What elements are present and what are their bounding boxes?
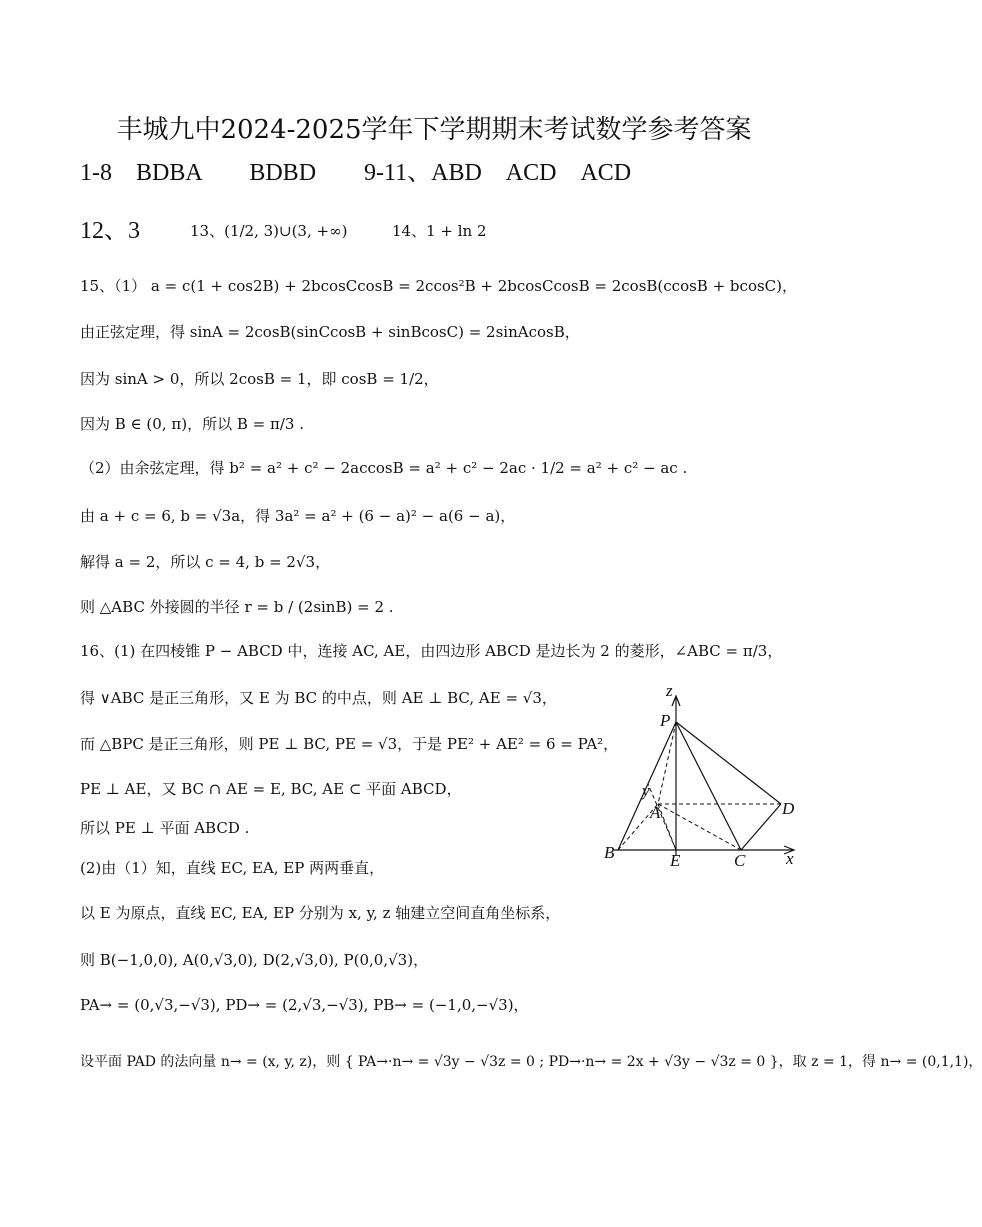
solution-line: 因为 B ∈ (0, π)，所以 B = π/3 .: [80, 415, 304, 433]
answer-14: 14、1 + ln 2: [392, 222, 487, 240]
solution-line: PA→ = (0,√3,−√3), PD→ = (2,√3,−√3), PB→ = (−1,0,−√3)，: [80, 996, 529, 1014]
edge-AC: [658, 804, 741, 850]
solution-line: 以 E 为原点，直线 EC, EA, EP 分别为 x, y, z 轴建立空间直角坐标系，: [80, 904, 561, 922]
solution-line: (2)由（1）知，直线 EC, EA, EP 两两垂直，: [80, 859, 385, 877]
solution-line: 则 △ABC 外接圆的半径 r = b / (2sinB) = 2 .: [80, 598, 394, 616]
solution-line: 16、(1) 在四棱锥 P − ABCD 中，连接 AC, AE，由四边形 ABCD 是边长为 2 的菱形，∠ABC = π/3，: [80, 642, 783, 660]
label-A: A: [650, 803, 661, 822]
label-C: C: [734, 851, 746, 870]
label-B: B: [604, 843, 615, 862]
edge-PC: [676, 722, 741, 850]
solution-line: 由 a + c = 6, b = √3a，得 3a² = a² + (6 − a)² − a(6 − a)，: [80, 507, 516, 525]
solution-line: 解得 a = 2，所以 c = 4, b = 2√3，: [80, 553, 331, 571]
edge-PA: [658, 722, 676, 804]
label-E: E: [670, 851, 681, 870]
label-P: P: [660, 711, 671, 730]
answer-12: 12、3: [80, 218, 140, 244]
answer-row-1: 1-8 BDBA BDBD 9-11、ABD ACD ACD: [80, 160, 632, 186]
answer-13: 13、(1/2, 3)∪(3, +∞): [190, 222, 348, 240]
page-title: 丰城九中2024-2025学年下学期期末考试数学参考答案: [116, 115, 752, 145]
solution-line: 由正弦定理，得 sinA = 2cosB(sinCcosB + sinBcosC) = 2sinAcosB，: [80, 323, 580, 341]
solution-line: 则 B(−1,0,0), A(0,√3,0), D(2,√3,0), P(0,0,√3)，: [80, 951, 429, 969]
solution-line: PE ⊥ AE，又 BC ∩ AE = E, BC, AE ⊂ 平面 ABCD，: [80, 780, 462, 798]
solution-line: 设平面 PAD 的法向量 n→ = (x, y, z)，则 { PA→·n→ = √3y − √3z = 0 ; PD→·n→ = 2x + √3y − √3z = 0 }，取 z = 1，得 n→ = (0,1,1)，: [80, 1054, 982, 1070]
label-z: z: [666, 681, 673, 700]
solution-line: 因为 sinA > 0，所以 2cosB = 1，即 cosB = 1/2，: [80, 370, 439, 388]
solution-line: 所以 PE ⊥ 平面 ABCD .: [80, 819, 250, 837]
label-y: y: [642, 781, 650, 800]
solution-line: 15、（1） a = c(1 + cos2B) + 2bcosCcosB = 2ccos²B + 2bcosCcosB = 2cosB(ccosB + bcosC)，: [80, 277, 797, 295]
solution-line: 得 ∨ABC 是正三角形，又 E 为 BC 的中点，则 AE ⊥ BC, AE = √3，: [80, 689, 557, 707]
solution-line: （2）由余弦定理，得 b² = a² + c² − 2accosB = a² + c² − 2ac · 1/2 = a² + c² − ac .: [80, 459, 688, 477]
label-D: D: [782, 799, 795, 818]
solution-line: 而 △BPC 是正三角形，则 PE ⊥ BC, PE = √3，于是 PE² + AE² = 6 = PA²，: [80, 735, 619, 753]
edge-PD: [676, 722, 781, 804]
edge-CD: [741, 804, 781, 850]
label-x: x: [786, 849, 794, 868]
pyramid-figure: [596, 681, 816, 874]
